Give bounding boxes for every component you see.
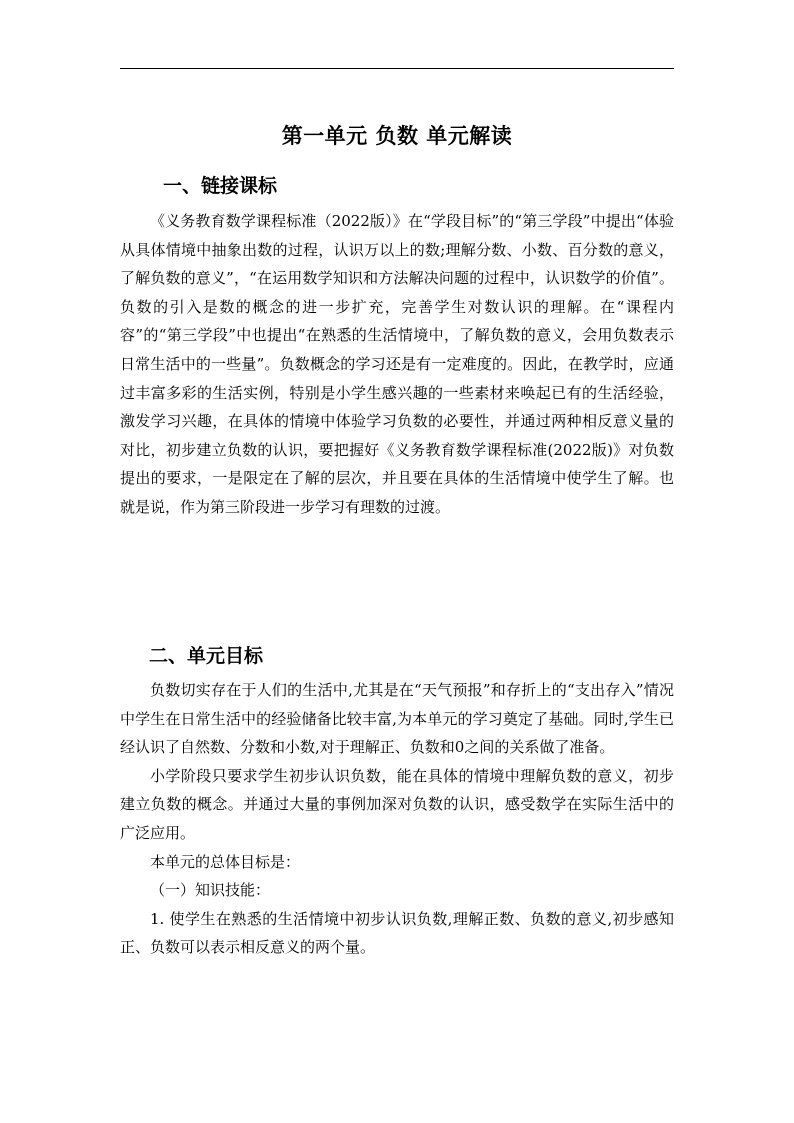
paragraph: 本单元的总体目标是： [150, 852, 301, 871]
section-heading-curriculum-link: 一、链接课标 [163, 175, 278, 197]
paragraph: 小学阶段只要求学生初步认识负数，能在具体的情境中理解负数的意义，初步建立负数的概念。并通过大量的事例加深对负数的认识，感受数学在实际生活中的广泛应用。 [120, 766, 674, 842]
paragraph: 负数切实存在于人们的生活中,尤其是在“天气预报”和存折上的“支出存入”情况中学生在日常生活中的经验储备比较丰富,为本单元的学习奠定了基础。同时,学生已经认识了自然数、分数和小数,对于理解正、负数和0之间的关系做了准备。 [120, 681, 674, 757]
section-body-unit-goals [120, 676, 674, 962]
header-rule [120, 68, 674, 69]
section-heading-unit-goals: 二、单元目标 [149, 645, 264, 667]
page-title: 第一单元 负数 单元解读 [281, 124, 513, 148]
paragraph: 1. 使学生在熟悉的生活情境中初步认识负数,理解正数、负数的意义,初步感知正、负数可以表示相反意义的两个量。 [120, 909, 674, 957]
paragraph: 《义务教育数学课程标准（2022版）》在“学段目标”的“第三学段”中提出“体验从具体情境中抽象出数的过程，认识万以上的数;理解分数、小数、百分数的意义，了解负数的意义”，“在运用数学知识和方法解决问题的过程中，认识数学的价值”。负数的引入是数的概念的进一步扩充，完善学生对数认识的理解。在“课程内容”的“第三学段”中也提出“在熟悉的生活情境中，了解负数的意义，会用负数表示日常生活中的一些量”。负数概念的学习还是有一定难度的。因此，在教学时，应通过丰富多彩的生活实例，特别是小学生感兴趣的一些素材来唤起已有的生活经验，激发学习兴趣，在具体的情境中体验学习负数的必要性，并通过两种相反意义量的对比，初步建立负数的认识，要把握好《义务教育数学课程标准(2022版)》对负数提出的要求，一是限定在了解的层次，并且要在具体的生活情境中使学生了解。也就是说，作为第三阶段进一步学习有理数的过渡。 [120, 212, 674, 516]
section-body-curriculum-link [120, 207, 674, 522]
paragraph: （一）知识技能： [150, 881, 271, 900]
